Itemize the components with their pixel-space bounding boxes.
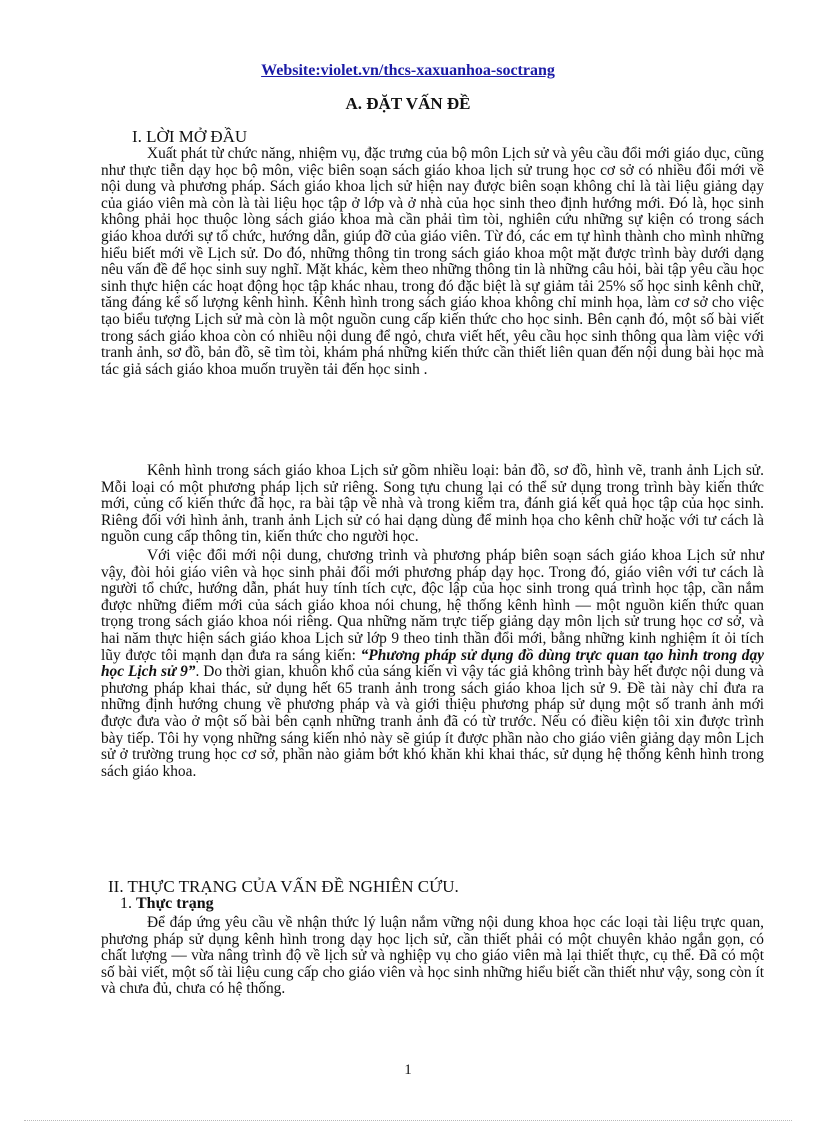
paragraph-status-1: Để đáp ứng yêu cầu về nhận thức lý luận nắm vững nội dung khoa học các loại tài liệu trực quan, phương pháp sử dụng kênh hình trong dạy học lịch sử, cần thiết phải có một chuyên khảo ngắn gọn, có chất lượng — vừa nâng trình độ về lịch sử và nghiệp vụ cho giáo viên mà lại thiết thực, cụ thể. Đã có một số bài viết, một số tài liệu cung cấp cho giáo viên và học sinh những hiểu biết cần thiết như vậy, song còn ít và chưa đủ, chưa có hệ thống. bbox=[101, 914, 764, 998]
section-heading-intro: I. LỜI MỞ ĐẦU bbox=[132, 127, 248, 146]
paragraph-intro-3-start: Với việc đổi mới nội dung, chương trình và phương pháp biên soạn sách giáo khoa Lịch sử như vậy, đòi hỏi giáo viên và học sinh phải đổi mới phương pháp dạy học. Trong đó, giáo viên với tư cách là người tổ chức, hướng dẫn, phát huy tính tích cực, độc lập của học sinh trong quá trình học tập, cần nắm được những điểm mới của sách giáo khoa nói chung, hệ thống kênh hình — một nguồn kiến thức quan trọng trong sách giáo khoa nói riêng. Qua những năm trực tiếp giảng dạy môn lịch sử trung học cơ sở, và hai năm thực hiện sách giáo khoa Lịch sử lớp 9 theo tinh thần đổi mới, bằng những kinh nghiệm ít ỏi tích lũy được tôi mạnh dạn đưa ra sáng kiến: bbox=[101, 547, 764, 664]
subheading-number: 1. bbox=[120, 895, 132, 912]
paragraph-intro-2: Kênh hình trong sách giáo khoa Lịch sử gồm nhiều loại: bản đồ, sơ đồ, hình vẽ, tranh ảnh Lịch sử. Mỗi loại có một phương pháp lịch sử riêng. Song tựu chung lại có thể sử dụng trong trình bày kiến thức mới, củng cố kiến thức đã học, ra bài tập về nhà và trong kiểm tra, đánh giá kết quả học tập của học sinh. Riêng đối với hình ảnh, tranh ảnh Lịch sử có hai dạng dùng để minh họa cho kênh chữ hoặc với tư cách là nguồn cung cấp thông tin, kiến thức cho người học. bbox=[101, 462, 764, 546]
website-link[interactable]: Website:violet.vn/thcs-xaxuanhoa-soctrang bbox=[261, 62, 555, 79]
section-heading-status: II. THỰC TRẠNG CỦA VẤN ĐỀ NGHIÊN CỨU. bbox=[108, 877, 459, 896]
paragraph-intro-3-end: . Do thời gian, khuôn khổ của sáng kiến vì vậy tác giả không trình bày hết được nội dung và phương pháp khai thác, sử dụng hết 65 tranh ảnh trong sách giáo khoa lịch sử 9. Đề tài này chỉ đưa ra những định hướng chung về phương pháp và và giới thiệu phương pháp sử dụng một số tranh ảnh mới được đưa vào ở một số bài bên cạnh những tranh ảnh đã có từ trước. Nếu có điều kiện tôi xin được trình bày tiếp. Tôi hy vọng những sáng kiến nhỏ này sẽ giúp ít được phần nào cho giáo viên giảng dạy môn Lịch sử ở trường trung học cơ sở, phần nào giảm bớt khó khăn khi khai thác, sử dụng hệ thống kênh hình trong sách giáo khoa. bbox=[101, 663, 764, 780]
page-number: 1 bbox=[404, 1062, 412, 1078]
document-title: A. ĐẶT VẤN ĐỀ bbox=[345, 94, 471, 113]
paragraph-intro-1: Xuất phát từ chức năng, nhiệm vụ, đặc trưng của bộ môn Lịch sử và yêu cầu đổi mới giáo dục, cũng như thực tiễn dạy học bộ môn, việc biên soạn sách giáo khoa lịch sử trung học cơ sở có nhiều đổi mới về nội dung và phương pháp. Sách giáo khoa lịch sử hiện nay được biên soạn không chỉ là tài liệu giảng dạy của giáo viên mà còn là tài liệu học tập ở lớp và ở nhà của học sinh theo định hướng mới. Đó là, học sinh không phải học thuộc lòng sách giáo khoa mà cần phải tìm tòi, nghiên cứu những sự kiện có trong sách giáo khoa dưới sự tổ chức, hướng dẫn, giúp đỡ của giáo viên. Từ đó, các em tự hình thành cho mình những hiểu biết mới về Lịch sử. Do đó, những thông tin trong sách giáo khoa một mặt được trình bày dưới dạng nêu vấn đề để học sinh suy nghĩ. Mặt khác, kèm theo những thông tin là những câu hỏi, bài tập yêu cầu học sinh thực hiện các hoạt động học tập khác nhau, trong đó đặc biệt là sự giảm tải 25% số học sinh kênh chữ, tăng đáng kể số lượng kênh hình. Kênh hình trong sách giáo khoa không chỉ minh họa, làm cơ sở cho việc tạo biểu tượng Lịch sử mà còn là một nguồn cung cấp kiến thức cho học sinh. Bên cạnh đó, một số bài viết trong sách giáo khoa còn có nhiều nội dung để ngỏ, chưa viết hết, yêu cầu học sinh thông qua làm việc với tranh ảnh, sơ đồ, bản đồ, sẽ tìm tòi, khám phá những kiến thức cần thiết liên quan đến nội dung bài học mà tác giả sách giáo khoa muốn truyền tải đến học sinh . bbox=[101, 145, 764, 378]
subheading-title: Thực trạng bbox=[136, 895, 214, 912]
initiative-title: “Phương pháp sử dụng đồ dùng trực quan tạo hình trong dạy học Lịch sử 9” bbox=[101, 646, 764, 681]
subheading-status bbox=[120, 895, 214, 913]
paragraph-intro-3 bbox=[101, 548, 764, 780]
footer-divider bbox=[24, 1120, 792, 1121]
